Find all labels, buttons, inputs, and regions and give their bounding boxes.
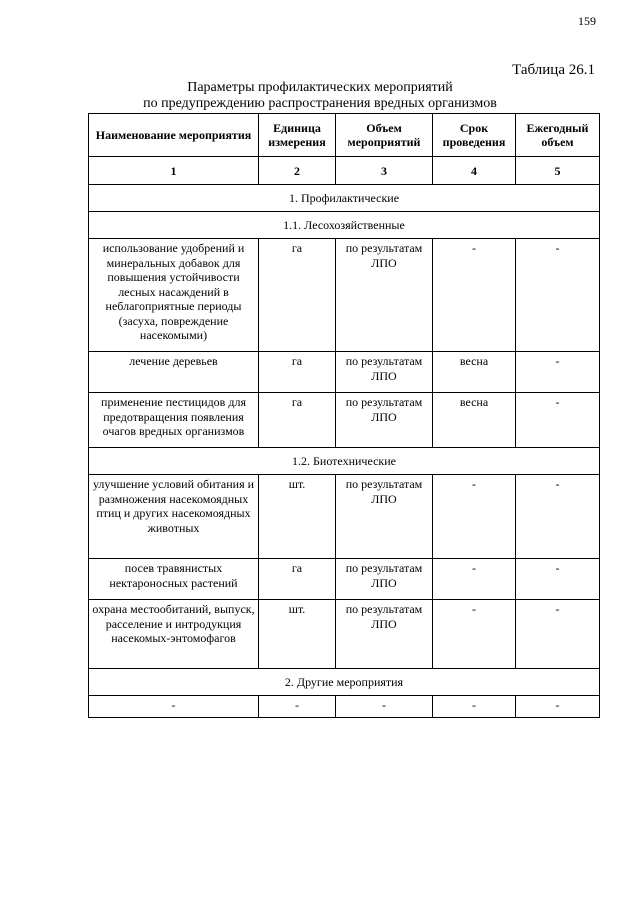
section-title: 1.1. Лесохозяйственные: [89, 212, 600, 239]
measure-unit: шт.: [259, 475, 336, 559]
measure-name: лечение деревьев: [89, 352, 259, 393]
measure-period: -: [433, 475, 516, 559]
measure-unit: га: [259, 393, 336, 448]
section-row: [89, 669, 600, 696]
column-header-period: Срок проведения: [433, 114, 516, 157]
measure-volume: по результатам ЛПО: [336, 393, 433, 448]
measure-unit: -: [259, 696, 336, 718]
table-row: [89, 239, 600, 352]
measure-name: улучшение условий обитания и размножения насекомоядных птиц и других насекомоядных животных: [89, 475, 259, 559]
table-row: [89, 393, 600, 448]
section-row: [89, 185, 600, 212]
measure-volume: по результатам ЛПО: [336, 600, 433, 669]
measures-table: [88, 113, 600, 718]
measure-name: использование удобрений и минеральных добавок для повышения устойчивости лесных насаждений в неблагоприятные периоды (засуха, повреждение насекомыми): [89, 239, 259, 352]
measure-period: -: [433, 559, 516, 600]
measure-annual: -: [516, 696, 600, 718]
table-row: [89, 600, 600, 669]
title-line-1: Параметры профилактических мероприятий: [187, 80, 453, 95]
measure-volume: по результатам ЛПО: [336, 559, 433, 600]
page-number: 159: [578, 14, 596, 28]
column-header-unit: Единица измерения: [259, 114, 336, 157]
column-header-name: Наименование мероприятия: [89, 114, 259, 157]
table-title: [0, 80, 640, 112]
measure-unit: га: [259, 352, 336, 393]
column-number: 3: [336, 157, 433, 185]
measure-volume: по результатам ЛПО: [336, 475, 433, 559]
column-number: 5: [516, 157, 600, 185]
table-label: Таблица 26.1: [512, 62, 595, 78]
section-title: 1. Профилактические: [89, 185, 600, 212]
table-row: [89, 475, 600, 559]
column-number: 2: [259, 157, 336, 185]
measure-volume: по результатам ЛПО: [336, 239, 433, 352]
measure-annual: -: [516, 559, 600, 600]
measure-unit: га: [259, 239, 336, 352]
section-row: [89, 448, 600, 475]
section-title: 2. Другие мероприятия: [89, 669, 600, 696]
header-row: [89, 114, 600, 157]
measure-period: весна: [433, 352, 516, 393]
measure-annual: -: [516, 393, 600, 448]
measure-volume: -: [336, 696, 433, 718]
column-number-row: [89, 157, 600, 185]
table-row: [89, 696, 600, 718]
table-row: [89, 352, 600, 393]
measure-period: -: [433, 600, 516, 669]
measure-volume: по результатам ЛПО: [336, 352, 433, 393]
measure-unit: шт.: [259, 600, 336, 669]
measure-annual: -: [516, 600, 600, 669]
title-line-2: по предупреждению распространения вредных организмов: [143, 96, 497, 111]
measure-annual: -: [516, 239, 600, 352]
measure-annual: -: [516, 352, 600, 393]
measure-name: применение пестицидов для предотвращения появления очагов вредных организмов: [89, 393, 259, 448]
measure-period: -: [433, 239, 516, 352]
measure-name: -: [89, 696, 259, 718]
column-header-volume: Объем мероприятий: [336, 114, 433, 157]
measure-name: посев травянистых нектароносных растений: [89, 559, 259, 600]
measure-annual: -: [516, 475, 600, 559]
column-header-annual: Ежегодный объем: [516, 114, 600, 157]
column-number: 1: [89, 157, 259, 185]
measure-period: весна: [433, 393, 516, 448]
table-row: [89, 559, 600, 600]
measure-period: -: [433, 696, 516, 718]
column-number: 4: [433, 157, 516, 185]
section-title: 1.2. Биотехнические: [89, 448, 600, 475]
section-row: [89, 212, 600, 239]
measure-unit: га: [259, 559, 336, 600]
measure-name: охрана местообитаний, выпуск, расселение и интродукция насекомых-энтомофагов: [89, 600, 259, 669]
